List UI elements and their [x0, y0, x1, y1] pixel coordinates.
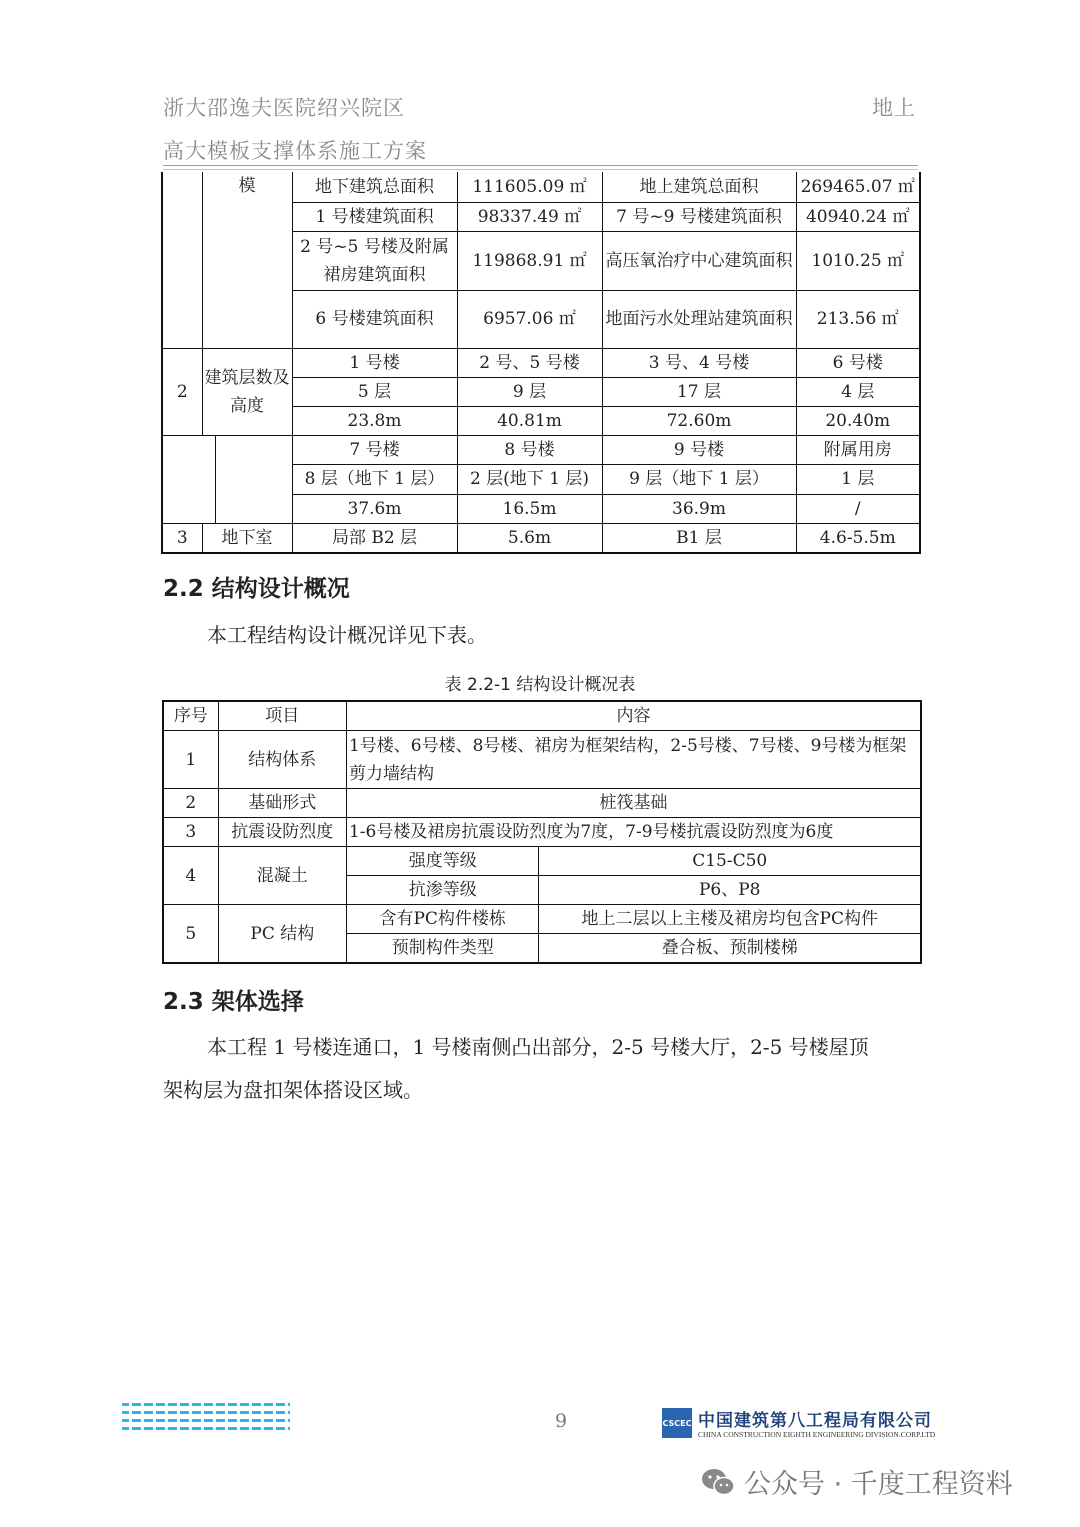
cell: 高压氧治疗中心建筑面积	[602, 231, 796, 290]
cell-sub: 抗渗等级	[346, 876, 539, 905]
overview-table	[161, 172, 921, 554]
table-row	[163, 905, 921, 934]
table-row	[162, 435, 920, 464]
table-row	[163, 847, 921, 876]
cell-item: 抗震设防烈度	[218, 818, 346, 847]
cell: 213.56 ㎡	[796, 290, 920, 348]
cell: 40940.24 ㎡	[796, 202, 920, 231]
cell: 36.9m	[602, 494, 796, 523]
cell: 111605.09 ㎡	[457, 172, 602, 202]
company-name-cn: 中国建筑第八工程局有限公司	[698, 1411, 932, 1431]
header-rule	[163, 165, 918, 166]
cell: 1 号楼	[292, 348, 457, 377]
cell: 地面污水处理站建筑面积	[602, 290, 796, 348]
cell-value: C15-C50	[539, 847, 921, 876]
table-row	[163, 818, 921, 847]
wechat-icon	[700, 1467, 736, 1497]
cell-item: 建筑层数及高度	[202, 348, 292, 435]
cell: 7 号楼	[292, 435, 457, 464]
cscec-logo-icon: CSCEC	[662, 1408, 692, 1438]
cell-no: 2	[163, 789, 218, 818]
cell: 6957.06 ㎡	[457, 290, 602, 348]
cell-content: 1号楼、6号楼、8号楼、裙房为框架结构，2-5号楼、7号楼、9号楼为框架剪力墙结构	[346, 731, 921, 789]
cell: 8 号楼	[457, 435, 602, 464]
cell-item: PC 结构	[218, 905, 346, 964]
cell: 2 号、5 号楼	[457, 348, 602, 377]
cell-content: 1-6号楼及裙房抗震设防烈度为7度，7-9号楼抗震设防烈度为6度	[346, 818, 921, 847]
page-number: 9	[555, 1410, 568, 1432]
cell: 9 层（地下 1 层）	[602, 464, 796, 494]
table-row	[162, 172, 920, 202]
cell-no: 2	[162, 348, 202, 435]
cell-value: 地上二层以上主楼及裙房均包含PC构件	[539, 905, 921, 934]
table-caption: 表 2.2-1 结构设计概况表	[444, 675, 636, 695]
header-rule-thin	[163, 169, 918, 170]
cell: 8 层（地下 1 层）	[292, 464, 457, 494]
cell: 5.6m	[457, 523, 602, 553]
cell-item: 模	[202, 172, 292, 348]
cell-value: 叠合板、预制楼梯	[539, 934, 921, 964]
section-2-3-para-line1: 本工程 1 号楼连通口，1 号楼南侧凸出部分，2-5 号楼大厅，2-5 号楼屋顶	[207, 1035, 869, 1059]
cell-no: 3	[162, 523, 202, 553]
cell: 1 层	[796, 464, 920, 494]
table-row	[163, 789, 921, 818]
header-right: 地上	[872, 96, 916, 120]
cell: 6 号楼	[796, 348, 920, 377]
cell-sub: 预制构件类型	[346, 934, 539, 964]
decorative-logo-icon	[122, 1402, 290, 1436]
cell-no: 1	[163, 731, 218, 789]
cell: 9 号楼	[602, 435, 796, 464]
cell: 1010.25 ㎡	[796, 231, 920, 290]
structure-table	[162, 700, 922, 964]
cell: B1 层	[602, 523, 796, 553]
cell-item: 地下室	[202, 523, 292, 553]
cell: 2 号~5 号楼及附属裙房建筑面积	[292, 231, 457, 290]
table-row	[162, 348, 920, 377]
table-row	[162, 523, 920, 553]
cell-item: 混凝土	[218, 847, 346, 905]
cell-sub: 强度等级	[346, 847, 539, 876]
cell: 4 层	[796, 377, 920, 406]
cell: 地下建筑总面积	[292, 172, 457, 202]
cell-no: 3	[163, 818, 218, 847]
cell: 6 号楼建筑面积	[292, 290, 457, 348]
section-heading-2-3: 2.3 架体选择	[163, 989, 304, 1015]
header-title-line1: 浙大邵逸夫医院绍兴院区	[163, 96, 405, 120]
table-header-row	[163, 701, 921, 731]
cell-empty	[215, 435, 292, 523]
cell-empty	[162, 435, 215, 523]
cell-content: 桩筏基础	[346, 789, 921, 818]
cell: 7 号~9 号楼建筑面积	[602, 202, 796, 231]
header-cell: 项目	[218, 701, 346, 731]
cell: 4.6-5.5m	[796, 523, 920, 553]
cell: 269465.07 ㎡	[796, 172, 920, 202]
cell: 40.81m	[457, 406, 602, 435]
cell: 2 层(地下 1 层)	[457, 464, 602, 494]
cell-no: 4	[163, 847, 218, 905]
cell: 9 层	[457, 377, 602, 406]
cell-sub: 含有PC构件楼栋	[346, 905, 539, 934]
cell: 72.60m	[602, 406, 796, 435]
cell: 16.5m	[457, 494, 602, 523]
cell-item: 基础形式	[218, 789, 346, 818]
section-2-3-para-line2: 架构层为盘扣架体搭设区域。	[163, 1078, 423, 1102]
cell: 附属用房	[796, 435, 920, 464]
header-cell: 内容	[346, 701, 921, 731]
cell: 20.40m	[796, 406, 920, 435]
cell: 119868.91 ㎡	[457, 231, 602, 290]
cell: 3 号、4 号楼	[602, 348, 796, 377]
watermark-text: 公众号 · 千度工程资料	[744, 1469, 1013, 1500]
header-title-line2: 高大模板支撑体系施工方案	[163, 139, 427, 163]
cell: 1 号楼建筑面积	[292, 202, 457, 231]
header-cell: 序号	[163, 701, 218, 731]
section-heading-2-2: 2.2 结构设计概况	[163, 576, 350, 602]
company-name-en: CHINA CONSTRUCTION EIGHTH ENGINEERING DIVISION.CORP.LTD	[698, 1430, 936, 1439]
cell-item: 结构体系	[218, 731, 346, 789]
table-row	[163, 731, 921, 789]
cell: 98337.49 ㎡	[457, 202, 602, 231]
cell: 局部 B2 层	[292, 523, 457, 553]
watermark	[700, 1462, 1013, 1501]
cell: 37.6m	[292, 494, 457, 523]
cell-value: P6、P8	[539, 876, 921, 905]
cell: 地上建筑总面积	[602, 172, 796, 202]
cell-no: 5	[163, 905, 218, 964]
cell: /	[796, 494, 920, 523]
section-2-2-intro: 本工程结构设计概况详见下表。	[207, 623, 487, 647]
cell: 5 层	[292, 377, 457, 406]
cell: 23.8m	[292, 406, 457, 435]
cell: 17 层	[602, 377, 796, 406]
cell-no	[162, 172, 202, 348]
